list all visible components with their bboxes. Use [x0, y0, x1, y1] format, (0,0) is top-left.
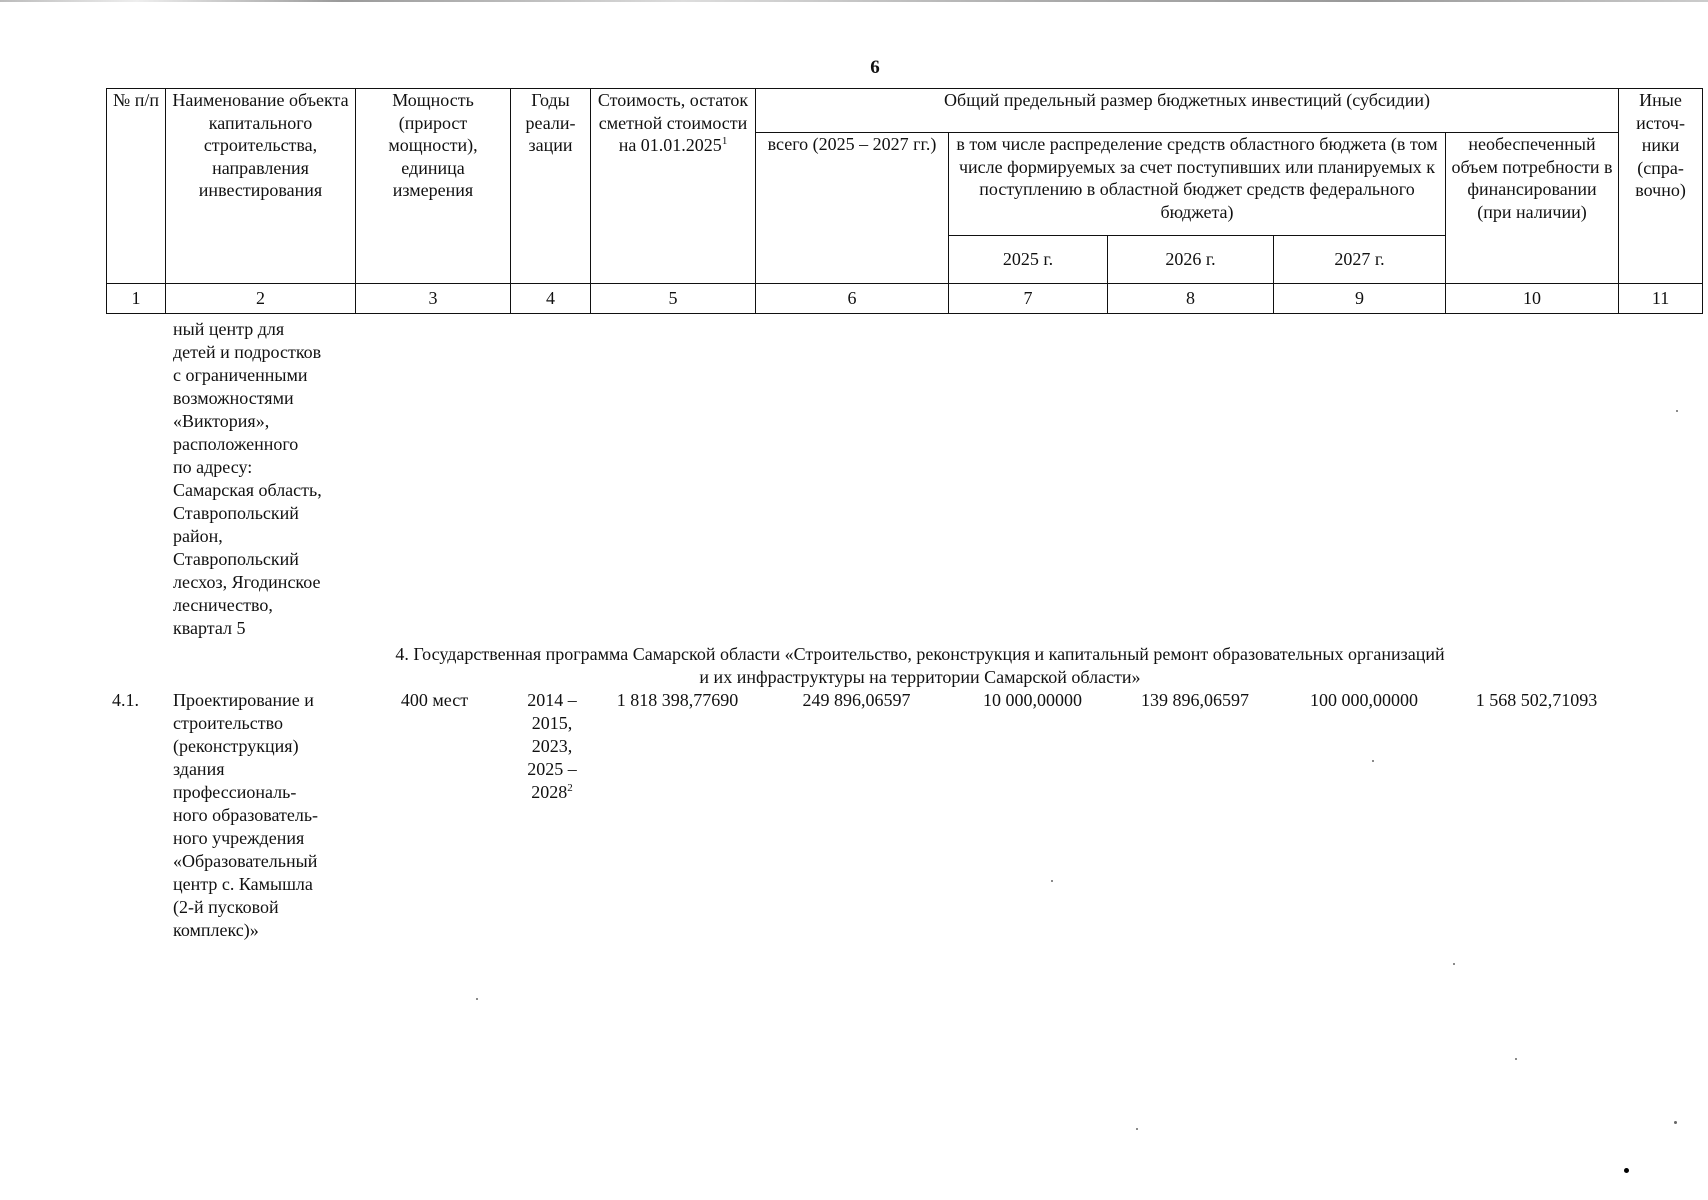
name-line: ного учреждения — [173, 828, 305, 848]
row-4-1-2025: 10 000,00000 — [983, 690, 1082, 710]
scan-speck — [1515, 1058, 1517, 1060]
years-line: 2015, — [531, 713, 573, 733]
header-col-2027: 2027 г. — [1274, 236, 1446, 284]
name-line: лесхоз, Ягодинское — [173, 572, 321, 592]
years-line: 2023, — [531, 736, 573, 756]
continued-row-name — [173, 318, 363, 640]
header-table — [106, 88, 1703, 314]
header-numbering-row — [107, 284, 1703, 314]
years-line: 2025 – — [527, 759, 577, 779]
row-4-1-unfunded: 1 568 502,71093 — [1475, 690, 1598, 710]
name-line: лесничество, — [173, 595, 273, 615]
column-number: 5 — [591, 284, 756, 314]
row-number: 4.1. — [112, 690, 139, 710]
header-col-total: всего (2025 – 2027 гг.) — [756, 133, 949, 284]
header-col-number: № п/п — [107, 89, 166, 284]
header-group-regional-budget: в том числе распределение средств областного бюджета (в том числе формируемых за счет поступивших или планируемых к поступлению в областной бюджет средств федерального бюджета) — [949, 133, 1446, 236]
scan-speck — [1624, 1168, 1629, 1173]
column-number: 9 — [1274, 284, 1446, 314]
name-line: Ставропольский — [173, 503, 299, 523]
name-line: расположенного — [173, 434, 299, 454]
row-4-1-name — [173, 689, 363, 942]
scan-speck — [1051, 880, 1053, 882]
header-col-2026: 2026 г. — [1108, 236, 1274, 284]
name-line: район, — [173, 526, 223, 546]
name-line: по адресу: — [173, 457, 253, 477]
header-col-name: Наименование объекта капитального строительства, направления инвестирования — [166, 89, 356, 284]
name-line: с ограниченными — [173, 365, 308, 385]
section-heading-line: и их инфраструктуры на территории Самарской области» — [699, 667, 1141, 687]
column-number: 3 — [356, 284, 511, 314]
header-group-investments: Общий предельный размер бюджетных инвестиций (субсидии) — [756, 89, 1619, 133]
header-col-2025: 2025 г. — [949, 236, 1108, 284]
name-line: Самарская область, — [173, 480, 322, 500]
years-line: 2014 – — [527, 690, 577, 710]
row-4-1-years — [512, 689, 592, 804]
column-number: 6 — [756, 284, 949, 314]
name-line: «Виктория», — [173, 411, 270, 431]
name-line: профессиональ- — [173, 782, 297, 802]
page-number: 6 — [870, 57, 880, 78]
name-line: квартал 5 — [173, 618, 246, 638]
name-line: Проектирование и — [173, 690, 314, 710]
name-line: ный центр для — [173, 319, 285, 339]
section-heading-line: 4. Государственная программа Самарской области «Строительство, реконструкция и капитальный ремонт образовательных организаций — [395, 644, 1445, 664]
name-line: Ставропольский — [173, 549, 299, 569]
column-number: 4 — [511, 284, 591, 314]
header-col-years: Годы реали-зации — [511, 89, 591, 284]
name-line: комплекс)» — [173, 920, 259, 940]
name-line: возможностями — [173, 388, 294, 408]
section-heading — [300, 643, 1540, 689]
name-line: «Образовательный — [173, 851, 318, 871]
name-line: строительство — [173, 713, 283, 733]
row-4-1-total: 249 896,06597 — [802, 690, 911, 710]
column-number: 11 — [1619, 284, 1703, 314]
column-number: 2 — [166, 284, 356, 314]
name-line: детей и подростков — [173, 342, 322, 362]
footnote-mark: 2 — [567, 782, 573, 794]
name-line: здания — [173, 759, 225, 779]
header-col-unfunded: необеспеченный объем потребности в финансировании (при наличии) — [1446, 133, 1619, 284]
row-4-1-capacity: 400 мест — [400, 690, 469, 710]
row-4-1-2027: 100 000,00000 — [1310, 690, 1418, 710]
header-col-cost: Стоимость, остаток сметной стоимости на 01.01.2025$^1$ — [591, 89, 756, 284]
scan-speck — [1372, 760, 1374, 762]
column-number: 10 — [1446, 284, 1619, 314]
header-col-capacity: Мощность (прирост мощности), единица измерения — [356, 89, 511, 284]
scan-speck — [1676, 410, 1678, 412]
name-line: (реконструкция) — [173, 736, 299, 756]
scan-speck — [1674, 1121, 1677, 1124]
name-line: ного образователь- — [173, 805, 319, 825]
column-number: 8 — [1108, 284, 1274, 314]
footnote-mark: 1 — [721, 135, 728, 147]
scan-edge — [0, 0, 1708, 2]
scan-speck — [1136, 1128, 1138, 1130]
row-4-1-cost: 1 818 398,77690 — [616, 690, 739, 710]
scan-speck — [476, 998, 478, 1000]
column-number: 1 — [107, 284, 166, 314]
row-4-1-2026: 139 896,06597 — [1141, 690, 1249, 710]
name-line: центр с. Камышла — [173, 874, 313, 894]
years-line: 2028$^2$ — [531, 782, 573, 802]
header-col-other-sources: Иные источ-ники (спра-вочно) — [1619, 89, 1703, 284]
scan-speck — [1453, 963, 1455, 965]
column-number: 7 — [949, 284, 1108, 314]
name-line: (2-й пусковой — [173, 897, 279, 917]
